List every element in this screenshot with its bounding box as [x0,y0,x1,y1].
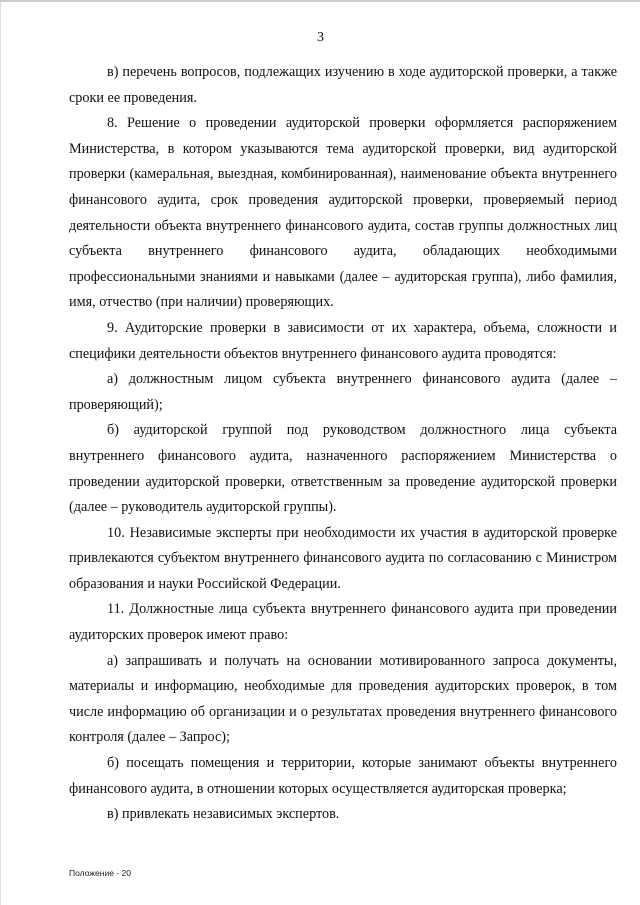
footer-label: Положение - 20 [69,868,131,878]
paragraph-11v-experts: в) привлекать независимых экспертов. [107,806,340,823]
paragraph-11-rights: 11. Должностные лица субъекта внутреннего финансового аудита при проведении аудиторских проверок имеют право: [69,601,617,644]
page-number: 3 [317,30,324,45]
paragraph-item-v-questions: в) перечень вопросов, подлежащих изучению в ходе аудиторской проверки, а также сроки ее проведения. [69,64,617,106]
paragraph-11a-request: а) запрашивать и получать на основании мотивированного запроса документы, материалы и информацию, необходимые для проведения аудиторских проверок, в том числе информацию об организации и о результатах проведения внутреннего финансового контроля (далее – Запрос); [69,652,617,746]
paragraph-9a-official: а) должностным лицом субъекта внутреннего финансового аудита (далее – проверяющий); [69,371,617,413]
paragraph-10-experts: 10. Независимые эксперты при необходимости их участия в аудиторской проверке привлекаются субъектом внутреннего финансового аудита по согласованию с Министром образования и науки Российской Федерации. [69,524,617,592]
paragraph-11b-visit: б) посещать помещения и территории, которые занимают объекты внутреннего финансового аудита, в отношении которых осуществляется аудиторская проверка; [69,755,617,797]
paragraph-9b-audit-group: б) аудиторской группой под руководством должностного лица субъекта внутреннего финансового аудита, назначенного распоряжением Министерства о проведении аудиторской проверки, ответственным за проведение аудиторской проверки (далее – руководитель аудиторской группы). [69,422,617,516]
paragraph-8-decision: 8. Решение о проведении аудиторской проверки оформляется распоряжением Министерства, в котором указываются тема аудиторской проверки, вид аудиторской проверки (камеральная, выездная, комбинированная), наименование объекта внутреннего финансового аудита, срок проведения аудиторской проверки, проверяемый период деятельности объекта внутреннего финансового аудита, состав группы должностных лиц субъекта внутреннего финансового аудита, обладающих необходимыми профессиональными знаниями и навыками (далее – аудиторская группа), либо фамилия, имя, отчество (при наличии) проверяющих. [69,115,617,311]
document-body [69,60,617,828]
paragraph-9-audit-performers: 9. Аудиторские проверки в зависимости от их характера, объема, сложности и специфики деятельности объектов внутреннего финансового аудита проводятся: [69,319,617,362]
